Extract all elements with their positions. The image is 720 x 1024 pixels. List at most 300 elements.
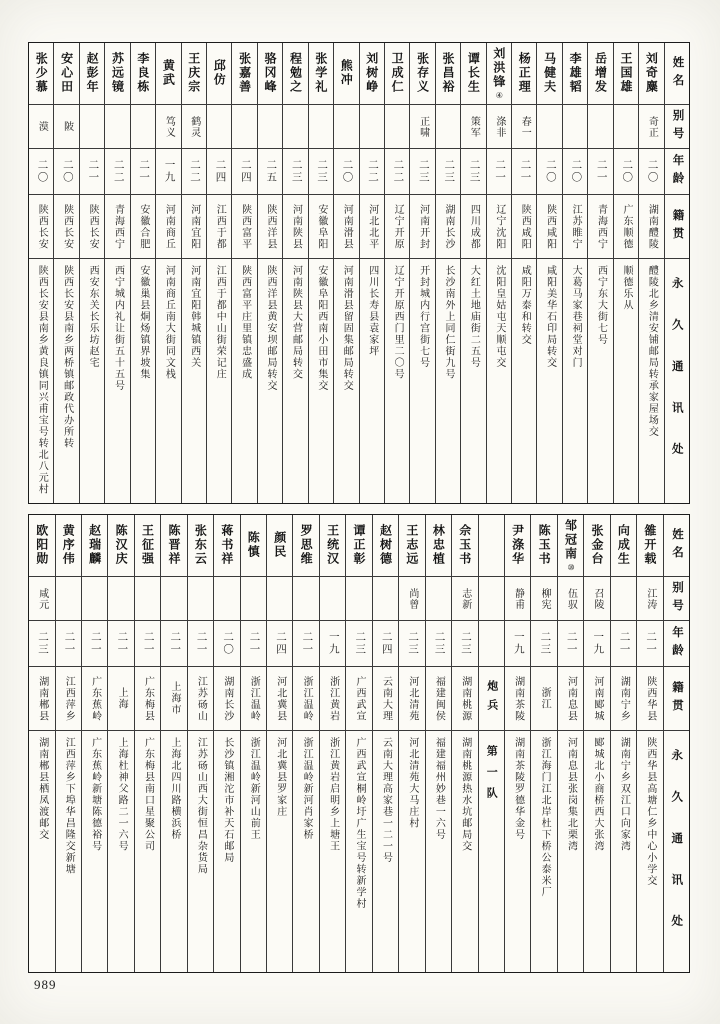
person-name [105,43,129,105]
person-alias [207,105,231,149]
person-age-text: 二〇 [222,631,234,656]
person-origin-text: 广西武宣 [354,675,366,722]
person-column [359,43,384,503]
person-column [372,515,398,972]
person-origin [614,195,638,259]
roster-table-bottom [28,514,690,973]
person-name [436,43,460,105]
person-name-text: 尹涤华 [510,523,525,566]
page-number: 989 [34,977,57,992]
person-age [241,621,266,667]
person-origin [512,195,536,259]
person-age-text: 二一 [142,631,154,656]
person-address-text: 西宁城内礼让街五十五号 [112,265,124,392]
person-name-text: 黄武 [161,58,176,87]
person-column [107,515,133,972]
person-column [29,515,54,972]
person-address-text: 四川长寿县袁家坪 [366,265,378,357]
person-origin-text: 湖南醴陵 [646,203,658,250]
roster-table-top [28,42,690,504]
person-address-text: 郾城北小商桥西大张湾 [591,737,603,852]
person-age-text: 二四 [239,159,251,184]
person-column [536,43,561,503]
person-age-text: 二一 [89,631,101,656]
person-name [283,43,307,105]
person-name [426,515,451,577]
divider-text-top: 炮兵 [485,679,498,718]
person-column [486,43,511,503]
person-address-text: 江西萍乡下埠华昌隆交新塘 [63,737,75,875]
person-address-text: 顺德乐从 [620,265,632,311]
person-name [309,43,333,105]
person-name-text: 刘树峥 [364,51,379,94]
person-origin-text: 辽宁沈阳 [493,203,505,250]
person-column [562,43,587,503]
person-column [240,515,266,972]
person-origin-text: 四川成都 [468,203,480,250]
person-alias [512,105,536,149]
person-alias [156,105,180,149]
person-name-text: 王征强 [140,523,155,566]
person-alias [283,105,307,149]
person-age [588,149,612,195]
person-origin [29,195,53,259]
person-name-text: 陈慎 [246,530,261,559]
person-age [188,621,213,667]
person-age [135,621,160,667]
person-address-text: 醴陵北乡清安铺邮局转承家屋场交 [646,265,658,438]
person-column [266,515,292,972]
header-age-text: 年龄 [671,153,684,190]
person-address [436,259,460,503]
person-address [320,731,345,972]
person-address [161,731,186,972]
person-name [563,43,587,105]
person-name-text: 陈玉书 [537,523,552,566]
person-origin [135,667,160,731]
person-name [452,515,477,577]
person-column [213,515,239,972]
person-address [135,731,160,972]
person-name-text: 骆冈峰 [263,51,278,94]
person-age-text: 二一 [87,159,99,184]
person-age [156,149,180,195]
person-address-text: 浙江温岭新河肖家桥 [301,737,313,841]
person-column [160,515,186,972]
person-alias [54,105,78,149]
person-age-text: 二二 [366,159,378,184]
person-origin [56,667,81,731]
person-name-text: 罗思维 [299,523,314,566]
person-address [611,731,636,972]
person-age [410,149,434,195]
person-alias [131,105,155,149]
person-alias [360,105,384,149]
person-column [610,515,636,972]
person-origin-text: 浙江黄岩 [327,675,339,722]
person-name-text: 黄序伟 [61,523,76,566]
person-alias [346,577,371,621]
person-age-text: 二〇 [341,159,353,184]
person-address-text: 咸阳万泰和转交 [519,265,531,346]
person-alias [479,577,504,621]
person-address [258,259,282,503]
person-alias-text: 江涛 [644,587,656,610]
person-name-text: 张学礼 [313,51,328,94]
person-name [512,43,536,105]
person-age [82,621,107,667]
person-address [214,731,239,972]
person-column [53,43,78,503]
person-age [360,149,384,195]
person-column [257,43,282,503]
person-origin [334,195,358,259]
person-address [452,731,477,972]
person-column [384,43,409,503]
person-alias-text: 正啸 [417,115,429,138]
person-origin [436,195,460,259]
person-age [505,621,530,667]
person-origin [537,195,561,259]
person-name-text: 陈晋祥 [166,523,181,566]
person-alias-text: 召陵 [591,587,603,610]
person-alias-text: 尚曾 [406,587,418,610]
person-alias [80,105,104,149]
person-alias-text: 志新 [459,587,471,610]
person-address-text: 河南商丘南大街同文栈 [163,265,175,380]
person-name-text: 张嘉善 [237,51,252,94]
header-origin-text: 籍贯 [671,208,684,245]
person-name-text: 李雄韬 [568,51,583,94]
person-address [558,731,583,972]
header-age-label [664,621,689,667]
person-name-text: 邹冠南 [563,519,578,561]
person-origin [399,667,424,731]
person-origin [283,195,307,259]
person-name [537,43,561,105]
person-address-text: 西安东关长乐坊赵宅 [87,265,99,369]
person-column [134,515,160,972]
person-name-text: 刘奇麋 [644,51,659,94]
person-name-text: 赵瑞麟 [87,523,102,566]
person-origin-text: 江苏睢宁 [570,203,582,250]
person-address [29,259,53,503]
person-age [639,149,663,195]
header-age-text: 年龄 [671,625,684,662]
person-name-text: 张少慕 [34,51,49,94]
person-name-text: 陈汉庆 [114,523,129,566]
person-column [181,43,206,503]
person-address-text: 广西武宣桐岭圩广生宝号转新学村 [354,737,366,910]
person-age [54,149,78,195]
person-origin-text: 河南开封 [417,203,429,250]
person-address [360,259,384,503]
person-name [267,515,292,577]
person-name-text: 谭正彰 [352,523,367,566]
person-alias [293,577,318,621]
person-age [309,149,333,195]
header-address-label [665,259,689,503]
person-origin-text: 青海西宁 [595,203,607,250]
person-column [130,43,155,503]
person-name [80,43,104,105]
person-address [232,259,256,503]
person-address-text: 大葛马家巷祠堂对门 [570,265,582,369]
divider-text-bottom: 第一队 [485,745,498,808]
person-age [108,621,133,667]
name-mark: ④ [494,91,504,100]
person-name-text: 岳增发 [593,51,608,94]
person-address-text: 咸阳美华石印局转交 [544,265,556,369]
person-alias [537,105,561,149]
person-age-text: 一九 [163,159,175,184]
person-address-text: 河南息县张岗集北栗湾 [565,737,577,852]
person-address [131,259,155,503]
person-age-text: 二一 [301,631,313,656]
person-origin [54,195,78,259]
person-address-text: 开封城内行宫街七号 [417,265,429,369]
person-column [308,43,333,503]
person-age [487,149,511,195]
person-address [426,731,451,972]
person-origin-text: 湖南长沙 [221,675,233,722]
person-alias [399,577,424,621]
person-column [55,515,81,972]
person-name [29,43,53,105]
person-name [385,43,409,105]
person-age-text: 二三 [460,631,472,656]
person-name-text: 张金台 [589,523,604,566]
person-address [309,259,333,503]
person-column [435,43,460,503]
person-name [373,515,398,577]
person-origin [637,667,662,731]
person-origin [309,195,333,259]
person-origin-text: 河南郾城 [591,675,603,722]
person-age-text: 二〇 [570,159,582,184]
person-origin [563,195,587,259]
person-alias [385,105,409,149]
person-alias [584,577,609,621]
person-origin [82,667,107,731]
person-age-text: 二三 [468,159,480,184]
person-address [487,259,511,503]
person-name-text: 张东云 [193,523,208,566]
person-name-text: 邱仿 [212,58,227,87]
person-origin-text: 湖南桃源 [459,675,471,722]
person-origin [426,667,451,731]
person-name [360,43,384,105]
header-origin-label [664,667,689,731]
person-origin-text: 河北北平 [366,203,378,250]
person-origin-text: 河北冀县 [274,675,286,722]
person-age-text: 二一 [63,631,75,656]
person-address-text: 湖南桃源热水坑邮局交 [459,737,471,852]
person-name [135,515,160,577]
person-column [206,43,231,503]
person-column [587,43,612,503]
person-origin-text: 河北清苑 [406,675,418,722]
header-name-text: 姓名 [671,55,684,92]
person-age-text: 二三 [443,159,455,184]
person-origin-text: 陕西咸阳 [519,203,531,250]
person-alias [373,577,398,621]
person-age-text: 二三 [417,159,429,184]
person-alias [182,105,206,149]
person-origin-text: 陕西长安 [87,203,99,250]
person-age [399,621,424,667]
person-age-text: 二一 [116,631,128,656]
person-name-text: 颜民 [272,530,287,559]
person-name-text: 刘洪锋 [491,47,506,89]
person-column [398,515,424,972]
person-name-text: 欧阳勋 [34,523,49,566]
person-age [267,621,292,667]
person-age [436,149,460,195]
person-origin-text: 河南滑县 [341,203,353,250]
person-origin [214,667,239,731]
person-origin-text: 浙江温岭 [248,675,260,722]
person-address [80,259,104,503]
person-address [385,259,409,503]
person-alias-text: 春一 [519,115,531,138]
person-name [505,515,530,577]
person-origin [80,195,104,259]
person-address-text: 浙江温岭新河山前王 [248,737,260,841]
person-age [320,621,345,667]
person-address-text: 湖南宁乡双江口向家湾 [618,737,630,852]
person-address [54,259,78,503]
person-alias [320,577,345,621]
person-age [283,149,307,195]
person-age-text: 二一 [645,631,657,656]
person-age-text: 一九 [327,631,339,656]
person-name [214,515,239,577]
person-age-text: 二一 [519,159,531,184]
person-alias-text: 咸元 [36,587,48,610]
person-age-text: 二三 [37,631,49,656]
person-age-text: 二一 [595,159,607,184]
person-name [410,43,434,105]
person-address [267,731,292,972]
person-alias-text: 漠 [36,121,48,132]
person-alias [29,577,54,621]
person-age [56,621,81,667]
person-origin [373,667,398,731]
person-name-text: 王志远 [404,523,419,566]
person-alias [241,577,266,621]
divider-label-bottom [479,731,504,972]
person-alias [258,105,282,149]
person-origin-text: 河南息县 [565,675,577,722]
person-alias [505,577,530,621]
person-age-text: 二二 [392,159,404,184]
person-column [504,515,530,972]
header-name-label [665,43,689,105]
person-name [182,43,206,105]
person-address-text: 浙江黄岩启明乡上塘王 [327,737,339,852]
person-origin [182,195,206,259]
person-address-text: 大红土地庙街二五号 [468,265,480,369]
header-alias-label [665,105,689,149]
person-alias [588,105,612,149]
person-address-text: 河南滑县留固集邮局转交 [341,265,353,392]
person-address-text: 福建福州妙巷一六号 [433,737,445,841]
header-age-label [665,149,689,195]
person-column [613,43,638,503]
person-origin [487,195,511,259]
person-address-text: 云南大理高家巷一二一号 [380,737,392,864]
person-origin-text: 上海 [116,687,128,710]
person-origin-text: 湖南茶陵 [512,675,524,722]
person-origin [410,195,434,259]
person-origin-text: 广东梅县 [142,675,154,722]
person-origin [346,667,371,731]
person-origin [588,195,612,259]
person-age [293,621,318,667]
person-age [452,621,477,667]
person-age [105,149,129,195]
person-origin [207,195,231,259]
header-address-text: 永久通讯处 [670,277,683,484]
person-age [232,149,256,195]
person-alias [410,105,434,149]
person-name-text: 苏远镜 [110,51,125,94]
person-age-text: 二二 [112,159,124,184]
person-name [156,43,180,105]
person-origin [267,667,292,731]
person-name [637,515,662,577]
person-alias-text: 静甫 [512,587,524,610]
person-name [54,43,78,105]
person-age [385,149,409,195]
person-origin-text: 陕西华县 [644,675,656,722]
person-name [293,515,318,577]
person-address-text: 广东蕉岭新塘陈德裕号 [89,737,101,852]
person-name [82,515,107,577]
person-address [156,259,180,503]
person-name [131,43,155,105]
person-address-text: 西宁东大街七号 [595,265,607,346]
person-origin [232,195,256,259]
header-origin-text: 籍贯 [671,680,684,717]
divider-label-top [479,667,504,731]
person-address [56,731,81,972]
person-column [583,515,609,972]
person-column [636,515,662,972]
person-name-text: 赵树德 [378,523,393,566]
person-origin-text: 浙江 [539,687,551,710]
person-alias [558,577,583,621]
person-column [155,43,180,503]
person-alias [82,577,107,621]
person-age-text: 二一 [248,631,260,656]
person-age-text: 二〇 [621,159,633,184]
person-name-text: 杨正理 [517,51,532,94]
name-mark: ⑩ [566,563,576,572]
person-alias [614,105,638,149]
person-column [231,43,256,503]
person-alias [531,577,556,621]
person-name-text: 程勉之 [288,51,303,94]
person-origin-text: 云南大理 [380,675,392,722]
person-origin [108,667,133,731]
person-age [531,621,556,667]
person-origin [105,195,129,259]
person-age-text: 二四 [274,631,286,656]
person-origin [29,667,54,731]
person-address [108,731,133,972]
